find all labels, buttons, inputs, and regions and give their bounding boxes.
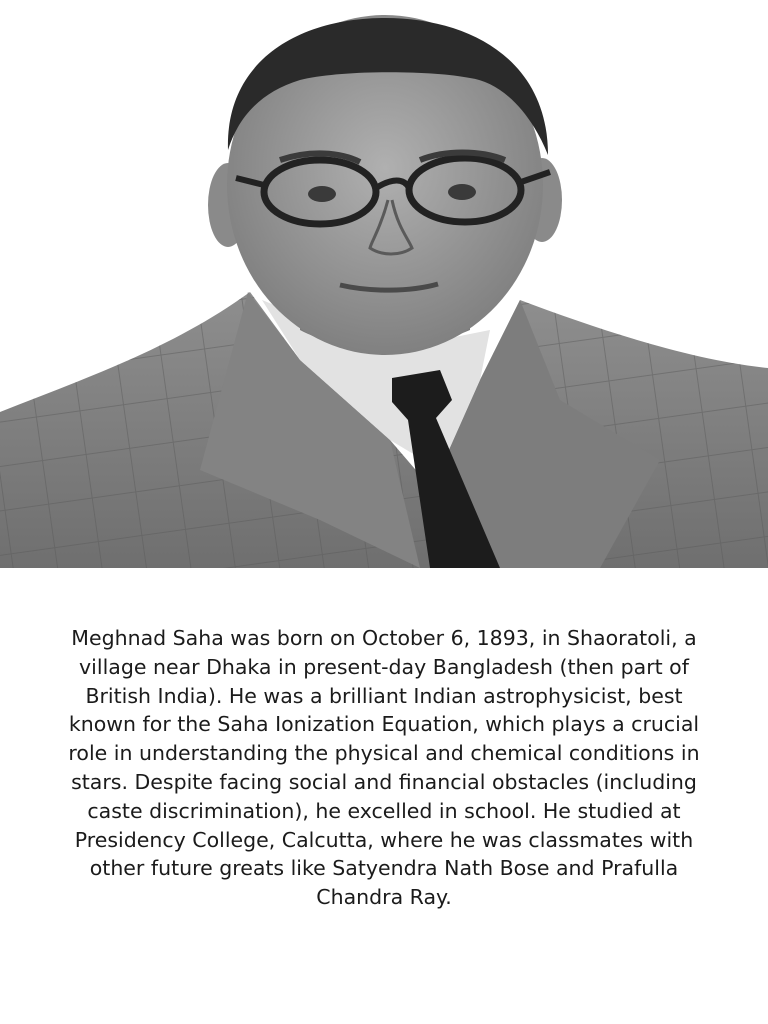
- biography-text: Meghnad Saha was born on October 6, 1893, in Shaoratoli, a village near Dhaka in present-day Bangladesh (then part of British India). He was a brilliant Indian astrophysicist, best known for the Saha Ionization Equation, which plays a crucial role in understanding the physical and chemical conditions in stars. Despite facing social and financial obstacles (including caste discrimination), he excelled in school. He studied at Presidency College, Calcutta, where he was classmates with other future greats like Satyendra Nath Bose and Prafulla Chandra Ray.: [68, 626, 700, 910]
